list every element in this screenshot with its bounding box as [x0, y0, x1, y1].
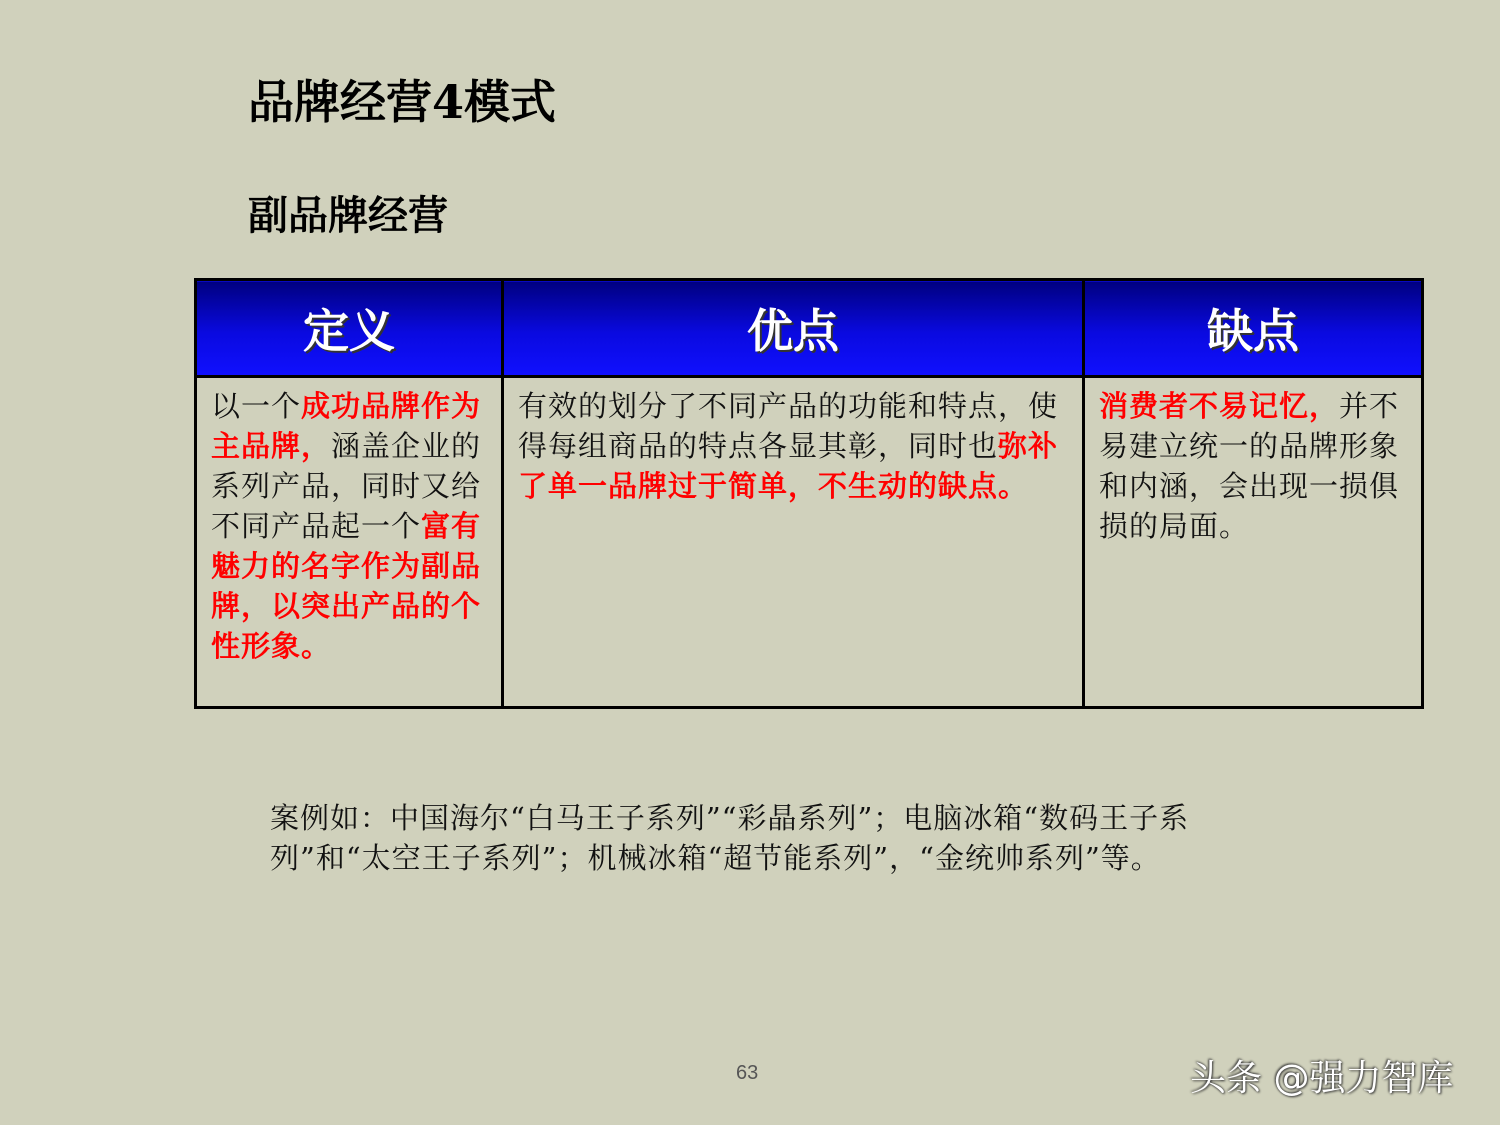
brand-mode-table: [194, 278, 1424, 709]
highlighted-text: 消费者不易记忆，: [1099, 389, 1340, 423]
header-advantages: 优点: [503, 280, 1084, 377]
highlighted-text: 成功品牌作为主品牌，: [211, 389, 482, 463]
body-text: 涵盖企业的系列产品，同时又给不同产品起一个: [211, 429, 482, 543]
body-text: 以一个: [211, 389, 302, 423]
cell-disadvantages: [1084, 377, 1423, 708]
header-disadvantages: 缺点: [1084, 280, 1423, 377]
table-header-row: [196, 280, 1423, 377]
table-row: [196, 377, 1423, 708]
cell-advantages: [503, 377, 1084, 708]
slide-subtitle: 副品牌经营: [248, 192, 448, 239]
slide-title: 品牌经营4模式: [248, 75, 557, 129]
cell-definition: [196, 377, 503, 708]
highlighted-text: 弥补了单一品牌过于简单，不生动的缺点。: [518, 429, 1059, 503]
body-text: 并不易建立统一的品牌形象和内涵，会出现一损俱损的局面。: [1099, 389, 1400, 543]
body-text: 有效的划分了不同产品的功能和特点，使得每组商品的特点各显其彰，同时也: [518, 389, 1059, 463]
header-definition: 定义: [196, 280, 503, 377]
page-number: 63: [736, 1062, 759, 1084]
watermark: 头条 @强力智库: [1190, 1058, 1454, 1099]
highlighted-text: 富有魅力的名字作为副品牌，以突出产品的个性形象。: [211, 509, 482, 663]
case-example-note: 案例如：中国海尔“白马王子系列”“彩晶系列”；电脑冰箱“数码王子系列”和“太空王子系列”；机械冰箱“超节能系列”，“金统帅系列”等。: [270, 801, 1190, 875]
